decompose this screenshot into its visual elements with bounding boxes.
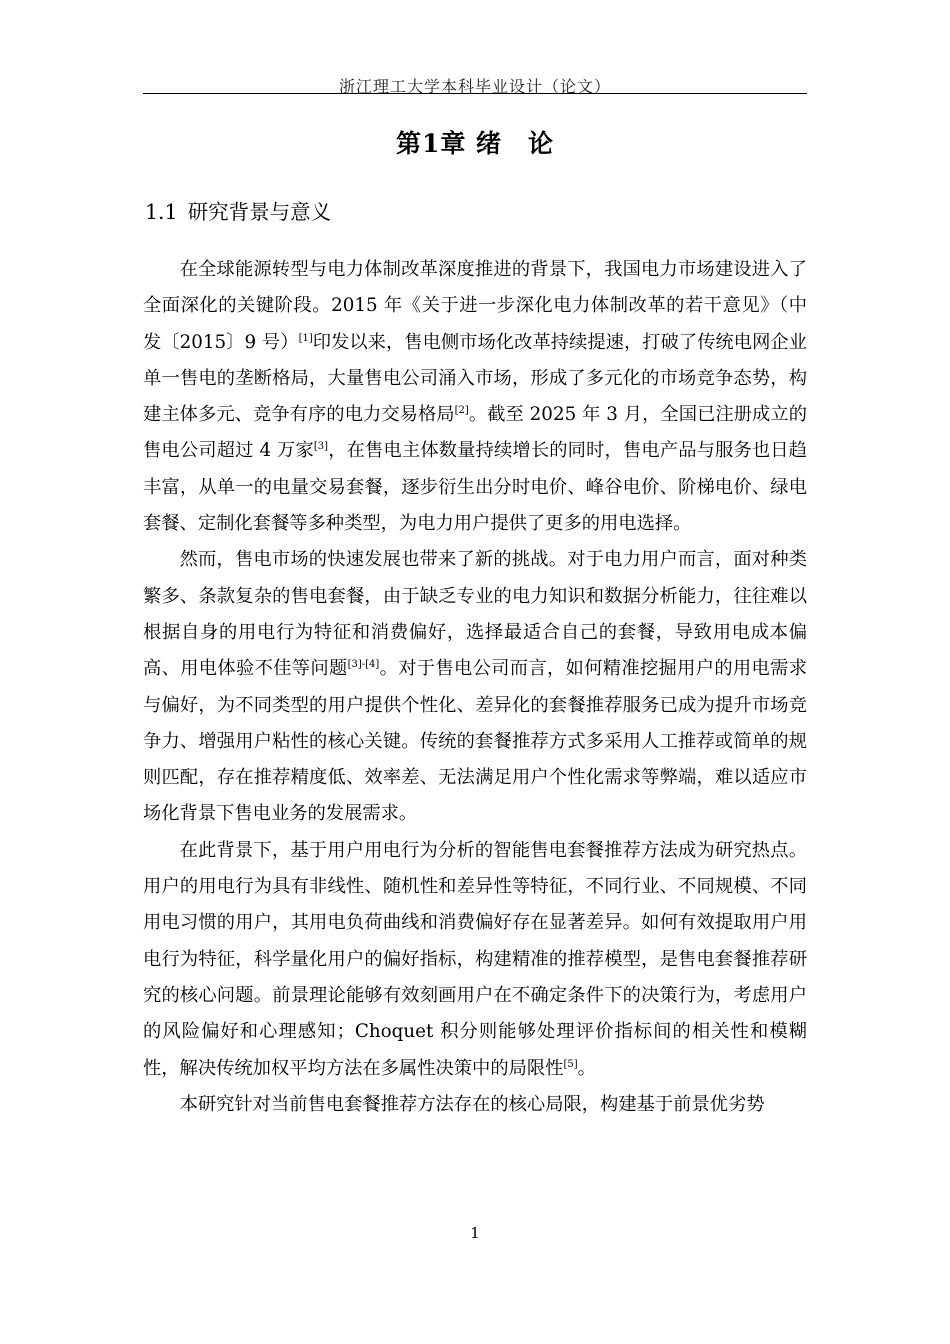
header-rule	[143, 93, 807, 94]
text-run: 印发以来，售电侧市场化改革持续提速，打破了传统电网企业单一售电的垄断格局，大量售电公司涌入市场，形成了多元化的市场竞争态势，构建主体多元、竞争有序的电力交易格局	[143, 331, 808, 426]
text-run: 本研究针对当前售电套餐推荐方法存在的核心局限，构建基于前景优劣势	[179, 1093, 765, 1115]
paragraph	[143, 833, 807, 1087]
text-run: 然而，售电市场的快速发展也带来了新的挑战。对于电力用户而言，面对种类繁多、条款复杂的售电套餐，由于缺乏专业的电力知识和数据分析能力，往往难以根据自身的用电行为特征和消费偏好，选择最适合自己的套餐，导致用电成本偏高、用电体验不佳等问题	[143, 549, 807, 680]
text-run: 。截至 2025 年 3 月，全国已注册成立的售电公司超过 4 万家	[143, 404, 807, 462]
section-title: 研究背景与意义	[187, 200, 332, 224]
citation: [3]	[313, 441, 329, 453]
text-run: 在全球能源转型与电力体制改革深度推进的背景下，我国电力市场建设进入了全面深化的关键阶段。2015 年《关于进一步深化电力体制改革的若干意见》（中发〔2015〕9 号）	[143, 259, 807, 353]
page-number: 1	[470, 1224, 480, 1242]
chapter-title: 第1章 绪 论	[395, 129, 555, 158]
citation: [1]	[298, 332, 313, 344]
running-header: 浙江理工大学本科毕业设计（论文）	[338, 77, 611, 96]
body-text	[143, 252, 807, 1123]
section-number: 1.1	[145, 200, 178, 224]
paragraph	[143, 252, 807, 542]
citation: [3]-[4]	[347, 659, 380, 671]
section-heading	[145, 195, 331, 225]
text-run: 在此背景下，基于用户用电行为分析的智能售电套餐推荐方法成为研究热点。用户的用电行为具有非线性、随机性和差异性等特征，不同行业、不同规模、不同用电习惯的用户，其用电负荷曲线和消费偏好存在显著差异。如何有效提取用户用电行为特征，科学量化用户的偏好指标，构建精准的推荐模型，是售电套餐推荐研究的核心问题。前景理论能够有效刻画用户在不确定条件下的决策行为，考虑用户的风险偏好和心理感知；Choquet 积分则能够处理评价指标间的相关性和模糊性，解决传统加权平均方法在多属性决策中的局限性	[143, 839, 807, 1079]
paragraph	[143, 542, 807, 832]
citation: [2]	[454, 405, 469, 417]
text-run: 。	[577, 1057, 596, 1079]
text-run: ，在售电主体数量持续增长的同时，售电产品与服务也日趋丰富，从单一的电量交易套餐，逐步衍生出分时电价、峰谷电价、阶梯电价、绿电套餐、定制化套餐等多种类型，为电力用户提供了更多的用电选择。	[143, 440, 808, 535]
paragraph	[143, 1087, 807, 1123]
text-run: 。对于售电公司而言，如何精准挖掘用户的用电需求与偏好，为不同类型的用户提供个性化、差异化的套餐推荐服务已成为提升市场竞争力、增强用户粘性的核心关键。传统的套餐推荐方式多采用人工推荐或简单的规则匹配，存在推荐精度低、效率差、无法满足用户个性化需求等弊端，难以适应市场化背景下售电业务的发展需求。	[143, 658, 808, 825]
citation: [5]	[563, 1058, 578, 1070]
